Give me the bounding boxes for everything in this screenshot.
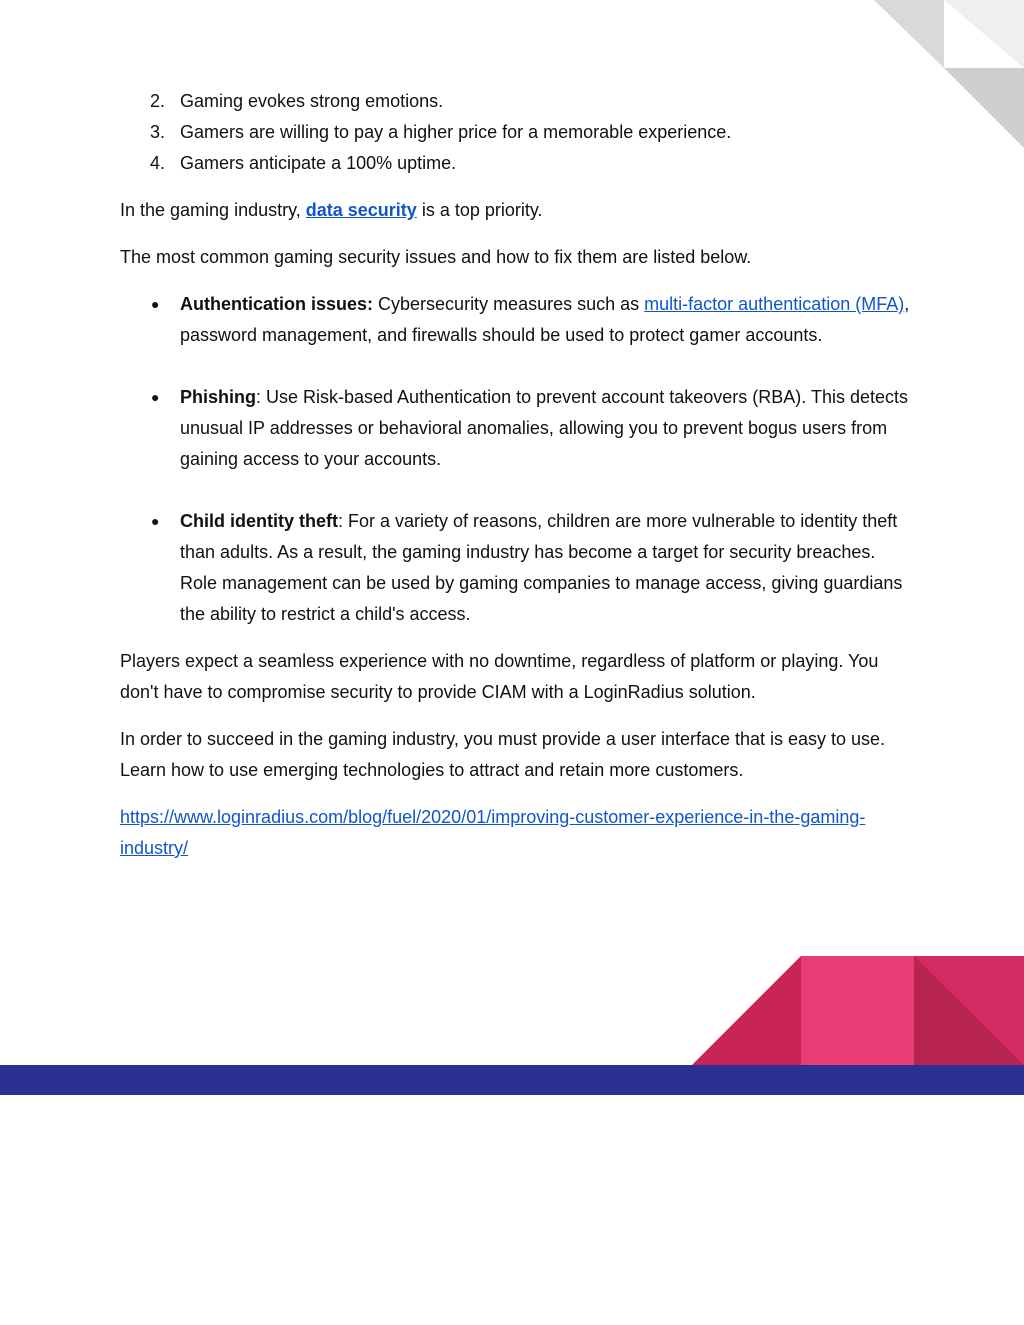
bullet-icon: ● — [151, 513, 160, 529]
list-number: 3. — [150, 122, 166, 142]
data-security-link[interactable]: data security — [305, 200, 417, 220]
paragraph-succeed: In order to succeed in the gaming industry, you must provide a user interface that is easy to use. Learn how to use emerging technologies to attract and retain more customers. — [120, 729, 886, 780]
bullet-list — [120, 289, 910, 630]
bullet-term: Phishing — [180, 387, 256, 407]
paragraph-intro: The most common gaming security issues and how to fix them are listed below. — [120, 247, 752, 267]
source-url-link[interactable]: https://www.loginradius.com/blog/fuel/2020/01/improving-customer-experience-in-the-gaming-industry/ — [120, 807, 866, 858]
document-body — [120, 86, 910, 880]
paragraph-data-security — [120, 195, 910, 226]
bullet-text: : Use Risk-based Authentication to prevent account takeovers (RBA). This detects unusual IP addresses or behavioral anomalies, allowing you to prevent bogus users from gaining access to your accounts. — [180, 387, 908, 469]
bullet-text: : For a variety of reasons, children are more vulnerable to identity theft than adults. As a result, the gaming industry has become a target for security breaches. Role management can be used by gaming companies to manage access, giving guardians the ability to restrict a child's access. — [180, 511, 903, 624]
bullet-text: , password management, and firewalls should be used to protect gamer accounts. — [180, 294, 910, 345]
bullet-icon: ● — [151, 389, 160, 405]
list-item-text: Gamers are willing to pay a higher price for a memorable experience. — [180, 122, 732, 142]
list-item-text: Gamers anticipate a 100% uptime. — [180, 153, 457, 173]
list-number: 2. — [150, 91, 166, 111]
paragraph-text: is a top priority. — [416, 200, 543, 220]
list-item — [120, 289, 910, 351]
list-item — [120, 86, 910, 117]
source-paragraph — [120, 802, 910, 864]
list-item-text: Gaming evokes strong emotions. — [180, 91, 444, 111]
numbered-list — [120, 86, 910, 179]
mfa-link[interactable]: multi-factor authentication (MFA) — [644, 294, 905, 314]
list-number: 4. — [150, 153, 166, 173]
bullet-term: Child identity theft — [180, 511, 338, 531]
bullet-icon: ● — [151, 296, 160, 312]
bullet-term: Authentication issues: — [180, 294, 374, 314]
bullet-text: Cybersecurity measures such as — [373, 294, 645, 314]
list-item — [120, 117, 910, 148]
list-item — [120, 382, 910, 475]
paragraph-text: In the gaming industry, — [120, 200, 306, 220]
paragraph-players: Players expect a seamless experience with no downtime, regardless of platform or playing. You don't have to compromise security to provide CIAM with a LoginRadius solution. — [120, 651, 879, 702]
footer-decoration — [0, 954, 1024, 1096]
list-item — [120, 148, 910, 179]
list-item — [120, 506, 910, 630]
